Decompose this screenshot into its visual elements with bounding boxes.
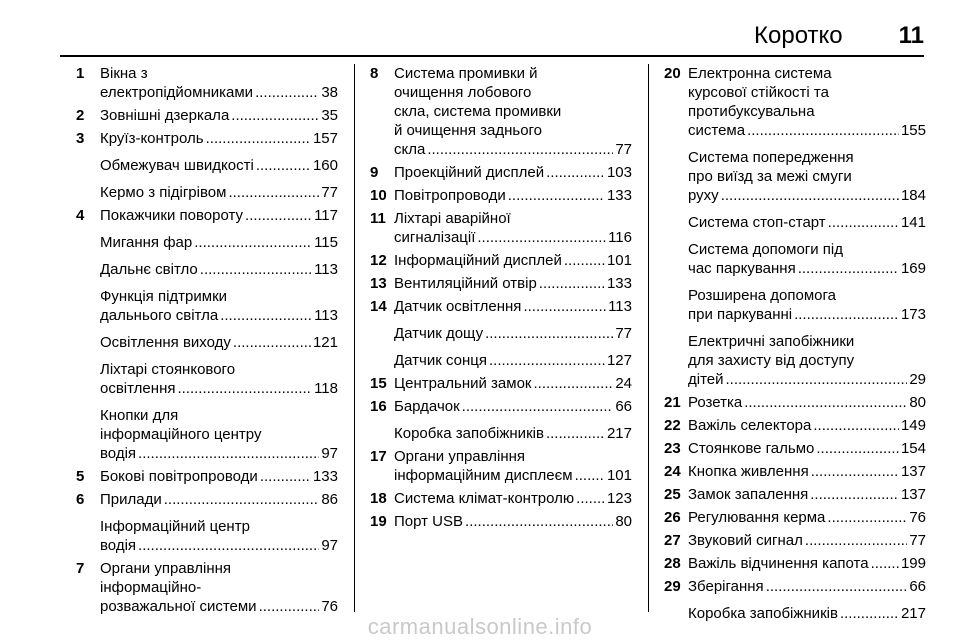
entry-label: Стоянкове гальмо bbox=[688, 440, 815, 457]
entry-page: 121 bbox=[312, 334, 338, 351]
entry-page: 118 bbox=[314, 380, 338, 397]
dot-leader bbox=[534, 374, 614, 393]
column-divider bbox=[354, 64, 355, 612]
dot-leader bbox=[546, 424, 605, 443]
entry-label: Кнопка живлення bbox=[688, 463, 809, 480]
entry-label: Розетка bbox=[688, 394, 743, 411]
dot-leader bbox=[810, 485, 899, 504]
dot-leader bbox=[744, 393, 907, 412]
entry-number bbox=[76, 233, 100, 252]
entry-label: система bbox=[688, 122, 746, 139]
dot-leader bbox=[813, 416, 899, 435]
index-entry bbox=[664, 554, 926, 573]
entry-number: 5 bbox=[76, 468, 85, 485]
entry-label: Коробка запобіжників bbox=[688, 605, 838, 622]
entry-label: Система попередження bbox=[688, 149, 854, 166]
dot-leader bbox=[747, 121, 899, 140]
entry-label: Органи управління bbox=[394, 448, 526, 465]
dot-leader bbox=[477, 228, 606, 247]
entry-page: 77 bbox=[615, 325, 632, 342]
dot-leader bbox=[811, 462, 899, 481]
dot-leader bbox=[485, 324, 613, 343]
entry-page: 137 bbox=[900, 463, 926, 480]
entry-number bbox=[664, 148, 688, 205]
index-entry bbox=[664, 148, 926, 205]
index-entry bbox=[76, 260, 338, 279]
entry-number: 1 bbox=[76, 65, 85, 82]
entry-label: Центральний замок bbox=[394, 375, 532, 392]
entry-label: Дальнє світло bbox=[100, 261, 198, 278]
dot-leader bbox=[465, 512, 613, 531]
index-entry bbox=[76, 467, 338, 486]
dot-leader bbox=[427, 140, 613, 159]
entry-label: Розширена допомога bbox=[688, 287, 836, 304]
index-entry bbox=[370, 489, 632, 508]
entry-number: 6 bbox=[76, 491, 85, 508]
entry-page: 157 bbox=[312, 130, 338, 147]
entry-label: Повітропроводи bbox=[394, 187, 506, 204]
dot-leader bbox=[827, 508, 907, 527]
index-entry bbox=[370, 447, 632, 485]
entry-label: Покажчики повороту bbox=[100, 207, 244, 224]
entry-page: 80 bbox=[909, 394, 926, 411]
entry-label: й очищення заднього bbox=[394, 122, 543, 139]
index-entry bbox=[664, 462, 926, 481]
entry-number: 9 bbox=[370, 164, 379, 181]
entry-label: Ліхтарі стоянкового bbox=[100, 361, 236, 378]
index-entry bbox=[76, 406, 338, 463]
entry-label: Важіль селектора bbox=[688, 417, 812, 434]
index-entry bbox=[370, 424, 632, 443]
entry-label: Електронна система bbox=[688, 65, 832, 82]
dot-leader bbox=[794, 305, 899, 324]
entry-number: 22 bbox=[664, 417, 681, 434]
entry-page: 154 bbox=[900, 440, 926, 457]
dot-leader bbox=[200, 260, 312, 279]
dot-leader bbox=[260, 467, 311, 486]
entry-label: Електричні запобіжники bbox=[688, 333, 855, 350]
column-divider bbox=[648, 64, 649, 612]
entry-label: руху bbox=[688, 187, 719, 204]
index-entry bbox=[76, 129, 338, 148]
entry-page: 116 bbox=[608, 229, 632, 246]
entry-page: 217 bbox=[900, 605, 926, 622]
entry-page: 66 bbox=[909, 578, 926, 595]
entry-number: 8 bbox=[370, 65, 379, 82]
dot-leader bbox=[489, 351, 605, 370]
dot-leader bbox=[828, 213, 899, 232]
entry-label: Вентиляційний отвір bbox=[394, 275, 537, 292]
entry-label: Датчик дощу bbox=[394, 325, 484, 342]
entry-page: 133 bbox=[312, 468, 338, 485]
index-entry bbox=[370, 374, 632, 393]
index-entry bbox=[664, 286, 926, 324]
dot-leader bbox=[766, 577, 908, 596]
entry-number bbox=[76, 517, 100, 555]
entry-label: Функція підтримки bbox=[100, 288, 228, 305]
index-entry bbox=[664, 577, 926, 596]
entry-label: Круїз-контроль bbox=[100, 130, 204, 147]
entry-number bbox=[76, 287, 100, 325]
entry-page: 97 bbox=[321, 445, 338, 462]
entry-label: інформаційного центру bbox=[100, 426, 262, 443]
index-entry bbox=[664, 508, 926, 527]
dot-leader bbox=[539, 274, 605, 293]
entry-label: Порт USB bbox=[394, 513, 464, 530]
entry-page: 141 bbox=[900, 214, 926, 231]
entry-number bbox=[76, 406, 100, 463]
entry-number: 16 bbox=[370, 398, 387, 415]
entry-number: 3 bbox=[76, 130, 85, 147]
entry-label: Інформаційний центр bbox=[100, 518, 250, 535]
entry-label: очищення лобового bbox=[394, 84, 532, 101]
dot-leader bbox=[231, 106, 319, 125]
entry-label: інформаційним дисплеєм bbox=[394, 467, 573, 484]
entry-label: інформаційно- bbox=[100, 579, 202, 596]
dot-leader bbox=[816, 439, 899, 458]
entry-number: 18 bbox=[370, 490, 387, 507]
entry-page: 133 bbox=[606, 187, 632, 204]
index-entry bbox=[664, 416, 926, 435]
index-entry bbox=[76, 517, 338, 555]
entry-number bbox=[76, 260, 100, 279]
index-entry bbox=[76, 106, 338, 125]
index-entry bbox=[370, 209, 632, 247]
entry-label: Бокові повітропроводи bbox=[100, 468, 258, 485]
entry-label: для захисту від доступу bbox=[688, 352, 855, 369]
dot-leader bbox=[462, 397, 614, 416]
dot-leader bbox=[721, 186, 899, 205]
dot-leader bbox=[228, 183, 319, 202]
page-number: 11 bbox=[898, 22, 924, 49]
entry-label: Важіль відчинення капота bbox=[688, 555, 869, 572]
entry-label: скла bbox=[394, 141, 426, 158]
index-entry bbox=[370, 512, 632, 531]
entry-label: Мигання фар bbox=[100, 234, 193, 251]
entry-number: 2 bbox=[76, 107, 85, 124]
entry-label: Зовнішні дзеркала bbox=[100, 107, 230, 124]
index-entry bbox=[76, 287, 338, 325]
index-entry bbox=[664, 213, 926, 232]
entry-number: 29 bbox=[664, 578, 681, 595]
entry-page: 77 bbox=[909, 532, 926, 549]
entry-page: 133 bbox=[606, 275, 632, 292]
entry-label: водія bbox=[100, 537, 137, 554]
entry-label: Система промивки й bbox=[394, 65, 538, 82]
entry-number: 24 bbox=[664, 463, 681, 480]
entry-page: 155 bbox=[900, 122, 926, 139]
entry-number bbox=[370, 324, 394, 343]
dot-leader bbox=[164, 490, 320, 509]
dot-leader bbox=[256, 156, 311, 175]
entry-page: 97 bbox=[321, 537, 338, 554]
entry-page: 77 bbox=[615, 141, 632, 158]
entry-page: 101 bbox=[606, 467, 632, 484]
entry-page: 217 bbox=[606, 425, 632, 442]
entry-page: 66 bbox=[615, 398, 632, 415]
dot-leader bbox=[138, 536, 319, 555]
entry-label: курсової стійкості та bbox=[688, 84, 829, 101]
entry-label: Звуковий сигнал bbox=[688, 532, 803, 549]
dot-leader bbox=[805, 531, 907, 550]
entry-number: 10 bbox=[370, 187, 387, 204]
index-entry bbox=[76, 360, 338, 398]
entry-number: 28 bbox=[664, 555, 681, 572]
index-entry bbox=[370, 351, 632, 370]
entry-page: 77 bbox=[321, 184, 338, 201]
dot-leader bbox=[245, 206, 312, 225]
dot-leader bbox=[177, 379, 312, 398]
entry-label: електропідйомниками bbox=[100, 84, 254, 101]
entry-label: Система клімат-контролю bbox=[394, 490, 575, 507]
index-entry bbox=[76, 233, 338, 252]
index-column-2 bbox=[370, 64, 632, 535]
index-entry bbox=[664, 64, 926, 140]
index-entry bbox=[370, 251, 632, 270]
entry-number: 7 bbox=[76, 560, 85, 577]
entry-number bbox=[664, 240, 688, 278]
entry-label: протибуксувальна bbox=[688, 103, 815, 120]
entry-page: 76 bbox=[321, 598, 338, 615]
index-entry bbox=[76, 156, 338, 175]
dot-leader bbox=[508, 186, 605, 205]
index-entry bbox=[664, 439, 926, 458]
entry-label: дітей bbox=[688, 371, 724, 388]
entry-number: 17 bbox=[370, 448, 387, 465]
index-entry bbox=[664, 240, 926, 278]
entry-label: Кермо з підігрівом bbox=[100, 184, 227, 201]
entry-number: 27 bbox=[664, 532, 681, 549]
entry-page: 169 bbox=[900, 260, 926, 277]
dot-leader bbox=[871, 554, 899, 573]
entry-page: 101 bbox=[606, 252, 632, 269]
entry-page: 127 bbox=[606, 352, 632, 369]
entry-page: 35 bbox=[321, 107, 338, 124]
entry-number bbox=[76, 360, 100, 398]
entry-number: 15 bbox=[370, 375, 387, 392]
entry-label: розважальної системи bbox=[100, 598, 257, 615]
index-entry bbox=[370, 324, 632, 343]
entry-number: 21 bbox=[664, 394, 681, 411]
entry-page: 38 bbox=[321, 84, 338, 101]
entry-page: 24 bbox=[615, 375, 632, 392]
entry-label: про виїзд за межі смуги bbox=[688, 168, 852, 185]
entry-label: Зберігання bbox=[688, 578, 764, 595]
index-entry bbox=[76, 183, 338, 202]
entry-page: 113 bbox=[314, 261, 338, 278]
entry-page: 173 bbox=[900, 306, 926, 323]
index-entry bbox=[76, 490, 338, 509]
index-entry bbox=[664, 485, 926, 504]
entry-label: Вікна з bbox=[100, 65, 148, 82]
index-column-3 bbox=[664, 64, 926, 627]
entry-page: 113 bbox=[314, 307, 338, 324]
index-entry bbox=[370, 186, 632, 205]
entry-page: 29 bbox=[909, 371, 926, 388]
entry-label: Замок запалення bbox=[688, 486, 809, 503]
entry-number: 19 bbox=[370, 513, 387, 530]
entry-number: 20 bbox=[664, 65, 681, 82]
entry-label: Система допомоги під bbox=[688, 241, 844, 258]
entry-number: 4 bbox=[76, 207, 85, 224]
entry-label: Прилади bbox=[100, 491, 162, 508]
entry-page: 113 bbox=[608, 298, 632, 315]
dot-leader bbox=[726, 370, 908, 389]
entry-number bbox=[664, 286, 688, 324]
entry-label: Проекційний дисплей bbox=[394, 164, 545, 181]
dot-leader bbox=[206, 129, 311, 148]
entry-number bbox=[664, 213, 688, 232]
entry-number: 12 bbox=[370, 252, 387, 269]
header-rule bbox=[60, 55, 924, 57]
index-entry bbox=[76, 64, 338, 102]
dot-leader bbox=[546, 163, 605, 182]
entry-number: 11 bbox=[370, 210, 386, 227]
entry-number bbox=[76, 333, 100, 352]
entry-label: сигналізації bbox=[394, 229, 476, 246]
dot-leader bbox=[523, 297, 606, 316]
entry-label: Обмежувач швидкості bbox=[100, 157, 254, 174]
index-entry bbox=[370, 163, 632, 182]
entry-page: 137 bbox=[900, 486, 926, 503]
dot-leader bbox=[194, 233, 312, 252]
index-entry bbox=[76, 206, 338, 225]
entry-label: Регулювання керма bbox=[688, 509, 826, 526]
index-entry bbox=[76, 559, 338, 616]
entry-number: 14 bbox=[370, 298, 387, 315]
entry-number bbox=[370, 424, 394, 443]
entry-page: 199 bbox=[900, 555, 926, 572]
entry-page: 115 bbox=[314, 234, 338, 251]
entry-page: 103 bbox=[606, 164, 632, 181]
index-entry bbox=[370, 297, 632, 316]
index-entry bbox=[76, 333, 338, 352]
index-entry bbox=[664, 531, 926, 550]
entry-label: час паркування bbox=[688, 260, 796, 277]
entry-number: 13 bbox=[370, 275, 387, 292]
dot-leader bbox=[576, 489, 605, 508]
entry-label: Ліхтарі аварійної bbox=[394, 210, 511, 227]
entry-label: Інформаційний дисплей bbox=[394, 252, 562, 269]
entry-label: Коробка запобіжників bbox=[394, 425, 544, 442]
entry-page: 80 bbox=[615, 513, 632, 530]
entry-label: Датчик освітлення bbox=[394, 298, 522, 315]
entry-label: водія bbox=[100, 445, 137, 462]
watermark: carmanualsonline.info bbox=[367, 614, 593, 639]
entry-number: 25 bbox=[664, 486, 681, 503]
entry-page: 117 bbox=[314, 207, 338, 224]
entry-page: 184 bbox=[900, 187, 926, 204]
index-entry bbox=[664, 332, 926, 389]
entry-page: 123 bbox=[606, 490, 632, 507]
dot-leader bbox=[220, 306, 312, 325]
entry-page: 149 bbox=[900, 417, 926, 434]
entry-label: Кнопки для bbox=[100, 407, 179, 424]
index-entry bbox=[370, 397, 632, 416]
dot-leader bbox=[798, 259, 899, 278]
dot-leader bbox=[255, 83, 319, 102]
page-title: Коротко bbox=[754, 22, 843, 49]
entry-label: Система стоп-старт bbox=[688, 214, 826, 231]
entry-label: освітлення bbox=[100, 380, 176, 397]
entry-number bbox=[370, 351, 394, 370]
dot-leader bbox=[564, 251, 605, 270]
entry-number bbox=[76, 183, 100, 202]
dot-leader bbox=[233, 333, 311, 352]
entry-page: 76 bbox=[909, 509, 926, 526]
entry-label: дальнього світла bbox=[100, 307, 219, 324]
entry-label: при паркуванні bbox=[688, 306, 793, 323]
index-column-1 bbox=[76, 64, 338, 620]
entry-number: 23 bbox=[664, 440, 681, 457]
dot-leader bbox=[138, 444, 319, 463]
index-entry bbox=[370, 64, 632, 159]
entry-label: Датчик сонця bbox=[394, 352, 487, 369]
entry-label: Органи управління bbox=[100, 560, 232, 577]
dot-leader bbox=[575, 466, 605, 485]
entry-label: Освітлення виходу bbox=[100, 334, 231, 351]
entry-label: Бардачок bbox=[394, 398, 460, 415]
entry-label: скла, система промивки bbox=[394, 103, 562, 120]
entry-page: 160 bbox=[312, 157, 338, 174]
entry-number bbox=[664, 332, 688, 389]
page-header bbox=[754, 22, 924, 50]
index-entry bbox=[370, 274, 632, 293]
entry-number bbox=[76, 156, 100, 175]
index-entry bbox=[664, 393, 926, 412]
entry-page: 86 bbox=[321, 491, 338, 508]
entry-number: 26 bbox=[664, 509, 681, 526]
